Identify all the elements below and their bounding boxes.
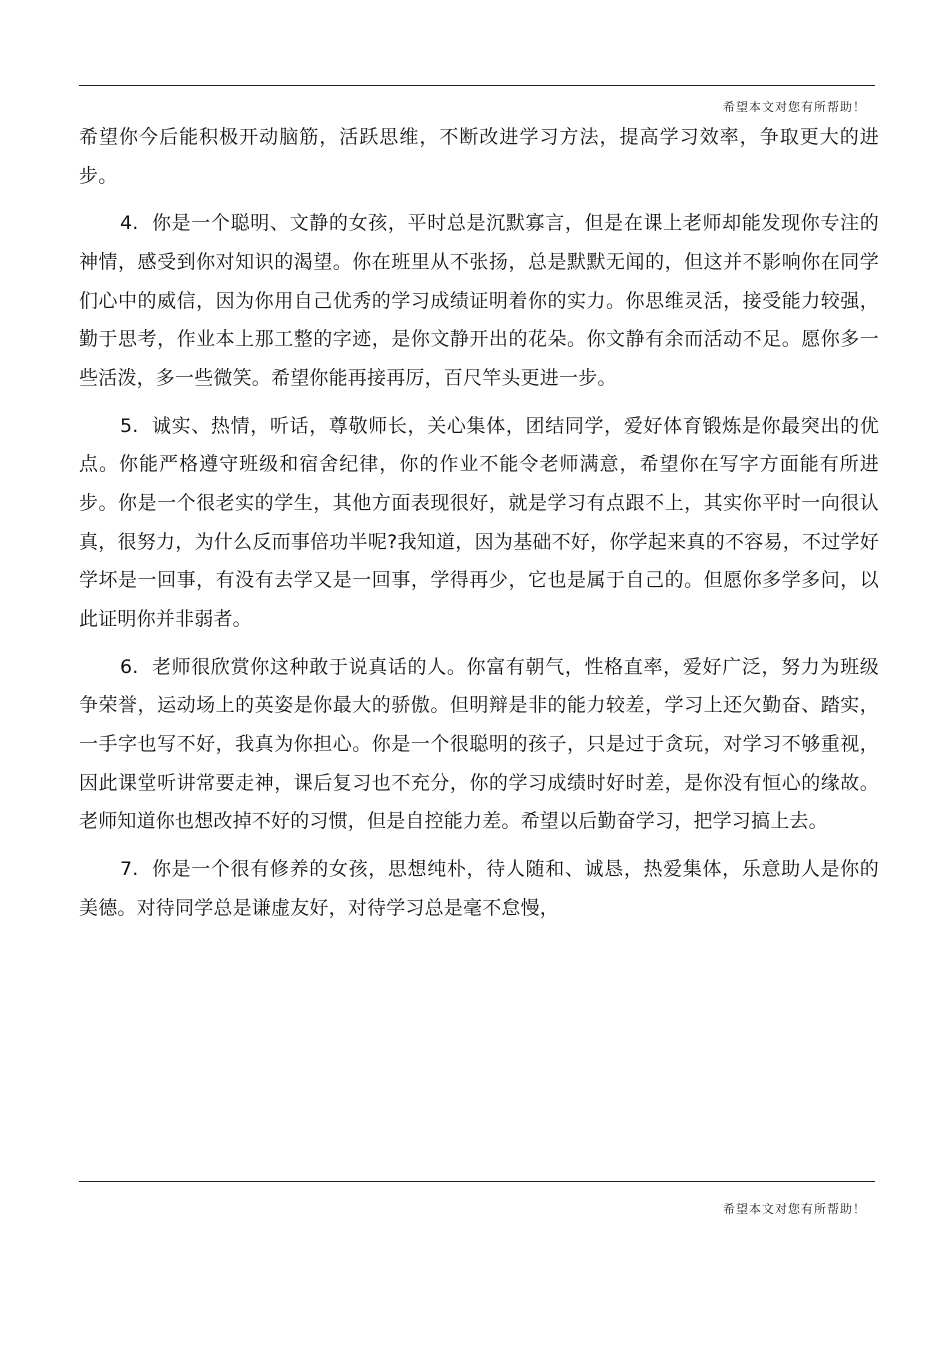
paragraph-text: 诚实、热情，听话，尊敬师长，关心集体，团结同学，爱好体育锻炼是你最突出的优点。你能严格遵守班级和宿舍纪律，你的作业不能令老师满意，希望你在写字方面能有所进步。你是一个很老实的学生，其他方面表现很好，就是学习有点跟不上，其实你平时一向很认真，很努力，为什么反而事倍功半呢?我知道，因为基础不好，你学起来真的不容易，不过学好学坏是一回事，有没有去学又是一回事，学得再少，它也是属于自己的。但愿你多学多问，以此证明你并非弱者。 <box>79 414 879 631</box>
paragraph-number: 5. <box>120 414 139 437</box>
header-running-text: 希望本文对您有所帮助！ <box>722 100 866 114</box>
footer-rule <box>79 1181 875 1182</box>
paragraph-5 <box>79 407 879 639</box>
header-rule <box>79 85 875 86</box>
paragraph-6 <box>79 648 879 842</box>
document-body <box>79 118 879 936</box>
paragraph-number: 7. <box>120 857 139 880</box>
paragraph-4 <box>79 204 879 398</box>
paragraph-text: 你是一个很有修养的女孩，思想纯朴，待人随和、诚恳，热爱集体，乐意助人是你的美德。对待同学总是谦虚友好，对待学习总是毫不怠慢， <box>79 857 879 919</box>
paragraph-text: 希望你今后能积极开动脑筋，活跃思维，不断改进学习方法，提高学习效率，争取更大的进步。 <box>79 126 879 187</box>
paragraph-text: 老师很欣赏你这种敢于说真话的人。你富有朝气，性格直率，爱好广泛，努力为班级争荣誉，运动场上的英姿是你最大的骄傲。但明辩是非的能力较差，学习上还欠勤奋、踏实，一手字也写不好，我真为你担心。你是一个很聪明的孩子，只是过于贪玩，对学习不够重视，因此课堂听讲常要走神，课后复习也不充分，你的学习成绩时好时差，是你没有恒心的缘故。老师知道你也想改掉不好的习惯，但是自控能力差。希望以后勤奋学习，把学习搞上去。 <box>79 655 879 833</box>
paragraph-7 <box>79 850 879 927</box>
footer-running-text: 希望本文对您有所帮助！ <box>722 1202 866 1216</box>
paragraph-number: 6. <box>120 655 139 678</box>
paragraph-number: 4. <box>120 212 139 235</box>
paragraph-continuation <box>79 118 879 195</box>
paragraph-text: 你是一个聪明、文静的女孩，平时总是沉默寡言，但是在课上老师却能发现你专注的神情，感受到你对知识的渴望。你在班里从不张扬，总是默默无闻的，但这并不影响你在同学们心中的威信，因为你用自己优秀的学习成绩证明着你的实力。你思维灵活，接受能力较强，勤于思考，作业本上那工整的字迹，是你文静开出的花朵。你文静有余而活动不足。愿你多一些活泼，多一些微笑。希望你能再接再厉，百尺竿头更进一步。 <box>79 212 879 390</box>
